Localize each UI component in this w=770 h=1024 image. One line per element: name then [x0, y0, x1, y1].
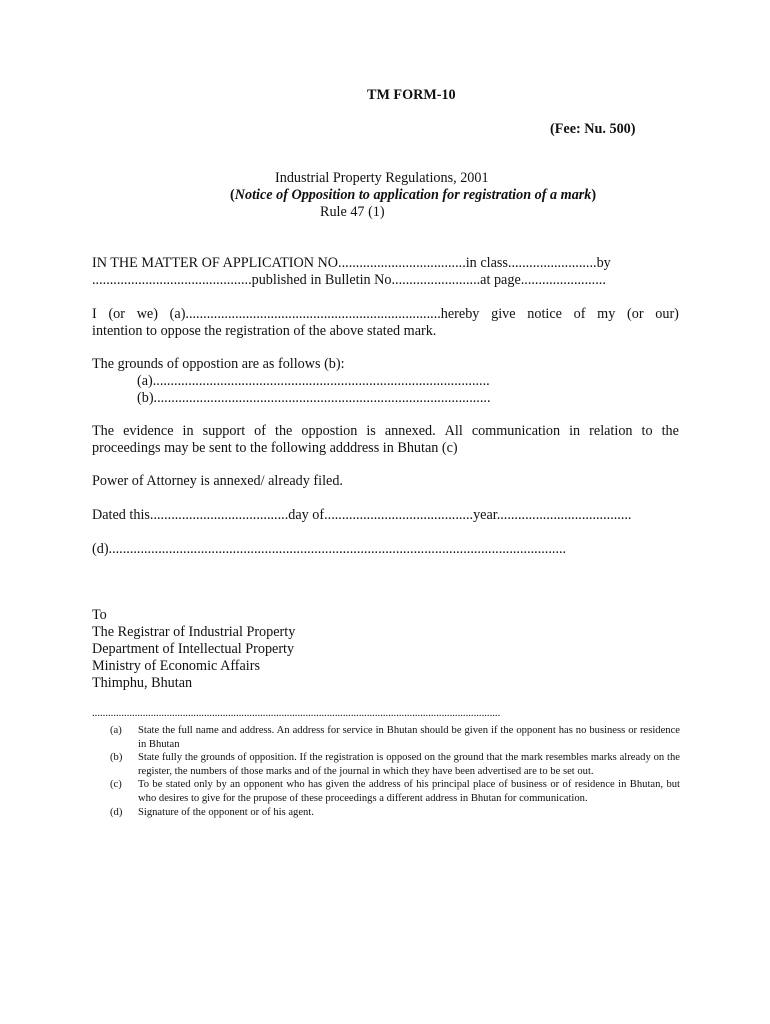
- application-line: IN THE MATTER OF APPLICATION NO....................................in class.........................by: [92, 255, 611, 271]
- evidence-line-1: The evidence in support of the oppostion is annexed. All communication in relation to the: [92, 423, 679, 439]
- address-line-4: Thimphu, Bhutan: [92, 675, 193, 691]
- rule-reference: Rule 47 (1): [320, 204, 385, 220]
- regulation-title: Industrial Property Regulations, 2001: [275, 170, 489, 186]
- address-to: To: [92, 607, 107, 623]
- form-title: TM FORM-10: [367, 87, 456, 103]
- footnote-item: (d) Signature of the opponent or of his agent.: [110, 806, 314, 818]
- footnote-item: (b) State fully the grounds of opposition. If the registration is opposed on the ground that the mark resembles marks already on the register, the numbers of those marks and of the journal in which they have been advertised are to be set out.: [110, 752, 680, 777]
- signature-line: (d).................................................................................................................................: [92, 541, 567, 557]
- address-line-3: Ministry of Economic Affairs: [92, 658, 260, 674]
- footnote-separator: .........................................................................................................................................................: [92, 708, 501, 719]
- footnote-item: (a) State the full name and address. An address for service in Bhutan should be given if the opponent has no business or residence in Bhutan: [110, 725, 680, 750]
- evidence-line-2: proceedings may be sent to the following adddress in Bhutan (c): [92, 440, 458, 456]
- footnote-item: (c) To be stated only by an opponent who has given the address of his principal place of business or of residence in Bhutan, but who desires to give for the prupose of these proceedings a different address in Bhutan for communication.: [110, 779, 680, 804]
- notice-line-2: intention to oppose the registration of the above stated mark.: [92, 323, 437, 339]
- notice-line-1: I (or we) (a)........................................................................hereby give notice of my (or our): [92, 306, 679, 322]
- grounds-heading: The grounds of oppostion are as follows (b):: [92, 356, 345, 372]
- notice-subtitle: (Notice of Opposition to application for registration of a mark): [230, 187, 597, 203]
- dated-line: Dated this.......................................day of..........................................year......................................: [92, 507, 632, 523]
- ground-item-b: (b)...............................................................................................: [137, 390, 491, 406]
- ground-item-a: (a)...............................................................................................: [137, 373, 490, 389]
- attorney-statement: Power of Attorney is annexed/ already filed.: [92, 473, 343, 489]
- address-line-2: Department of Intellectual Property: [92, 641, 295, 657]
- fee-label: (Fee: Nu. 500): [550, 121, 636, 137]
- footnotes: [110, 724, 680, 819]
- bulletin-line: .............................................published in Bulletin No.........................at page........................: [92, 272, 606, 288]
- address-line-1: The Registrar of Industrial Property: [92, 624, 296, 640]
